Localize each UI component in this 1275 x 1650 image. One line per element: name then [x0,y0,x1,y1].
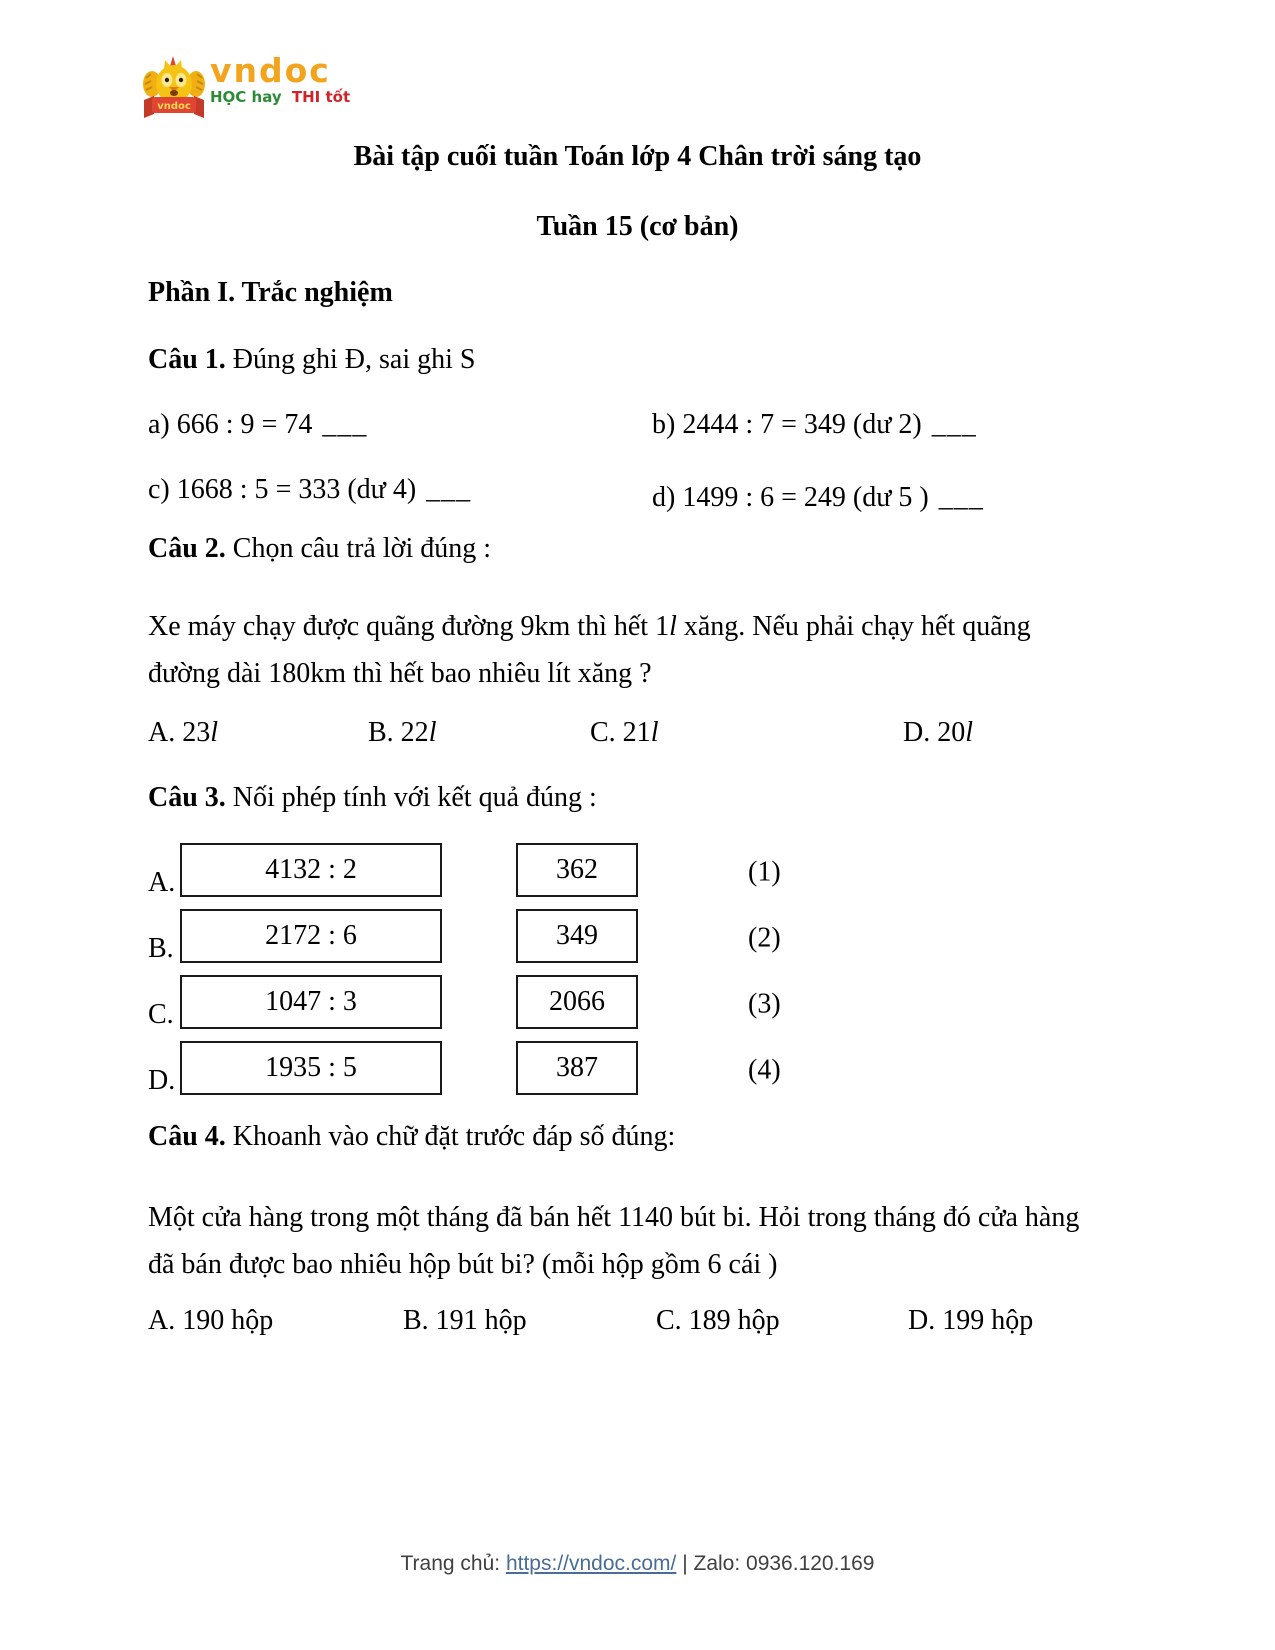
q3-row-d-expression-box [180,1041,442,1095]
q3-row-a-expression: 4132 : 2 [265,854,357,885]
q1-label: Câu 1. [148,344,226,375]
q3-row-d-letter: D. [148,1065,176,1096]
q1-item-b [652,409,977,441]
svg-text:vndoc: vndoc [157,101,191,112]
q1-heading [148,344,475,376]
q2-heading [148,533,491,565]
rooster-mascot-icon [142,54,206,120]
q2-body [148,603,1093,697]
q3-row-d-number: (4) [748,1054,781,1086]
q1-item-a [148,409,367,441]
q2-option-d [903,717,973,749]
q3-heading [148,782,597,814]
q3-row-b-result-box [516,909,638,963]
q2-options [148,717,1128,757]
q4-option-c: C. 189 hộp [656,1305,780,1336]
q3-row-d-expression: 1935 : 5 [265,1052,357,1083]
q2-option-a-unit: l [210,717,219,748]
part1-heading: Phần I. Trắc nghiệm [148,277,393,308]
q1-item-b-blank: ___ [931,409,977,440]
q3-row-c [148,975,1128,1029]
footer-suffix: | Zalo: 0936.120.169 [676,1552,875,1575]
q1-item-a-blank: ___ [322,409,368,440]
q2-body-italic: l [669,611,677,642]
q3-row-a [148,843,1128,897]
q1-item-d-blank: ___ [938,482,984,513]
q2-body-pre: Xe máy chạy được quãng đường 9km thì hết 1 [148,611,670,642]
vndoc-logo [142,51,351,120]
q2-option-b-text: B. 22 [368,717,429,748]
q3-row-a-letter: A. [148,867,176,898]
q3-row-b-letter: B. [148,933,174,964]
q1-item-a-text: a) 666 : 9 = 74 [148,409,313,440]
q1-item-d-text: d) 1499 : 6 = 249 (dư 5 ) [652,482,929,513]
q4-heading [148,1121,675,1153]
q3-row-c-expression: 1047 : 3 [265,986,357,1017]
q2-body-post: xăng. Nếu phải chạy hết quãng đường dài 180km thì hết bao nhiêu lít xăng ? [148,611,1031,689]
page-title: Bài tập cuối tuần Toán lớp 4 Chân trời sáng tạo [353,141,922,172]
tagline-red: THI tốt [291,88,351,106]
q3-row-d-result-box [516,1041,638,1095]
logo-text [210,51,351,106]
homepage-link[interactable]: https://vndoc.com/ [505,1552,677,1575]
q2-option-c [590,717,658,749]
q3-row-b [148,909,1128,963]
q3-prompt: Nối phép tính với kết quả đúng : [225,782,597,813]
q1-item-b-text: b) 2444 : 7 = 349 (dư 2) [652,409,922,440]
q1-item-c-blank: ___ [426,474,472,505]
q2-prompt: Chọn câu trả lời đúng : [225,533,492,564]
q3-row-d [148,1041,1128,1095]
q3-row-a-number: (1) [748,856,781,888]
page-footer [0,1552,1275,1576]
q4-body: Một cửa hàng trong một tháng đã bán hết 1140 bút bi. Hỏi trong tháng đó cửa hàng đã bán được bao nhiêu hộp bút bi? (mỗi hộp gồm 6 cái ) [148,1202,1080,1280]
q3-row-c-letter: C. [148,999,174,1030]
q3-row-c-result: 2066 [549,986,605,1017]
q3-row-a-result-box [516,843,638,897]
q2-option-d-unit: l [965,717,974,748]
q4-prompt: Khoanh vào chữ đặt trước đáp số đúng: [225,1121,676,1152]
q1-item-d [652,482,984,514]
q3-row-a-result: 362 [556,854,598,885]
q2-option-b [368,717,436,749]
q4-option-a: A. 190 hộp [148,1305,274,1336]
footer-prefix: Trang chủ: [400,1552,506,1575]
q2-option-a-text: A. 23 [148,717,211,748]
q1-item-c-text: c) 1668 : 5 = 333 (dư 4) [148,474,417,505]
q1-item-c [148,474,471,506]
q3-label: Câu 3. [148,782,226,813]
q4-options [148,1305,1128,1345]
tagline-green: HỌC hay [210,88,282,106]
q3-row-a-expression-box [180,843,442,897]
vndoc-wordmark: vndoc [210,51,331,90]
q3-row-c-result-box [516,975,638,1029]
q2-option-c-unit: l [650,717,659,748]
page-subtitle: Tuần 15 (cơ bản) [536,211,739,242]
q3-row-c-number: (3) [748,988,781,1020]
q3-row-b-result: 349 [556,920,598,951]
q3-row-b-number: (2) [748,922,781,954]
q2-option-a [148,717,218,749]
q2-option-b-unit: l [428,717,437,748]
q4-option-b: B. 191 hộp [403,1305,527,1336]
q3-row-c-expression-box [180,975,442,1029]
q2-option-d-text: D. 20 [903,717,966,748]
q3-row-d-result: 387 [556,1052,598,1083]
q1-prompt: Đúng ghi Đ, sai ghi S [225,344,476,375]
q4-label: Câu 4. [148,1121,226,1152]
logo-tagline [210,88,350,106]
q2-label: Câu 2. [148,533,226,564]
q2-option-c-text: C. 21 [590,717,651,748]
q4-option-d: D. 199 hộp [908,1305,1034,1336]
q3-row-b-expression: 2172 : 6 [265,920,357,951]
q3-row-b-expression-box [180,909,442,963]
